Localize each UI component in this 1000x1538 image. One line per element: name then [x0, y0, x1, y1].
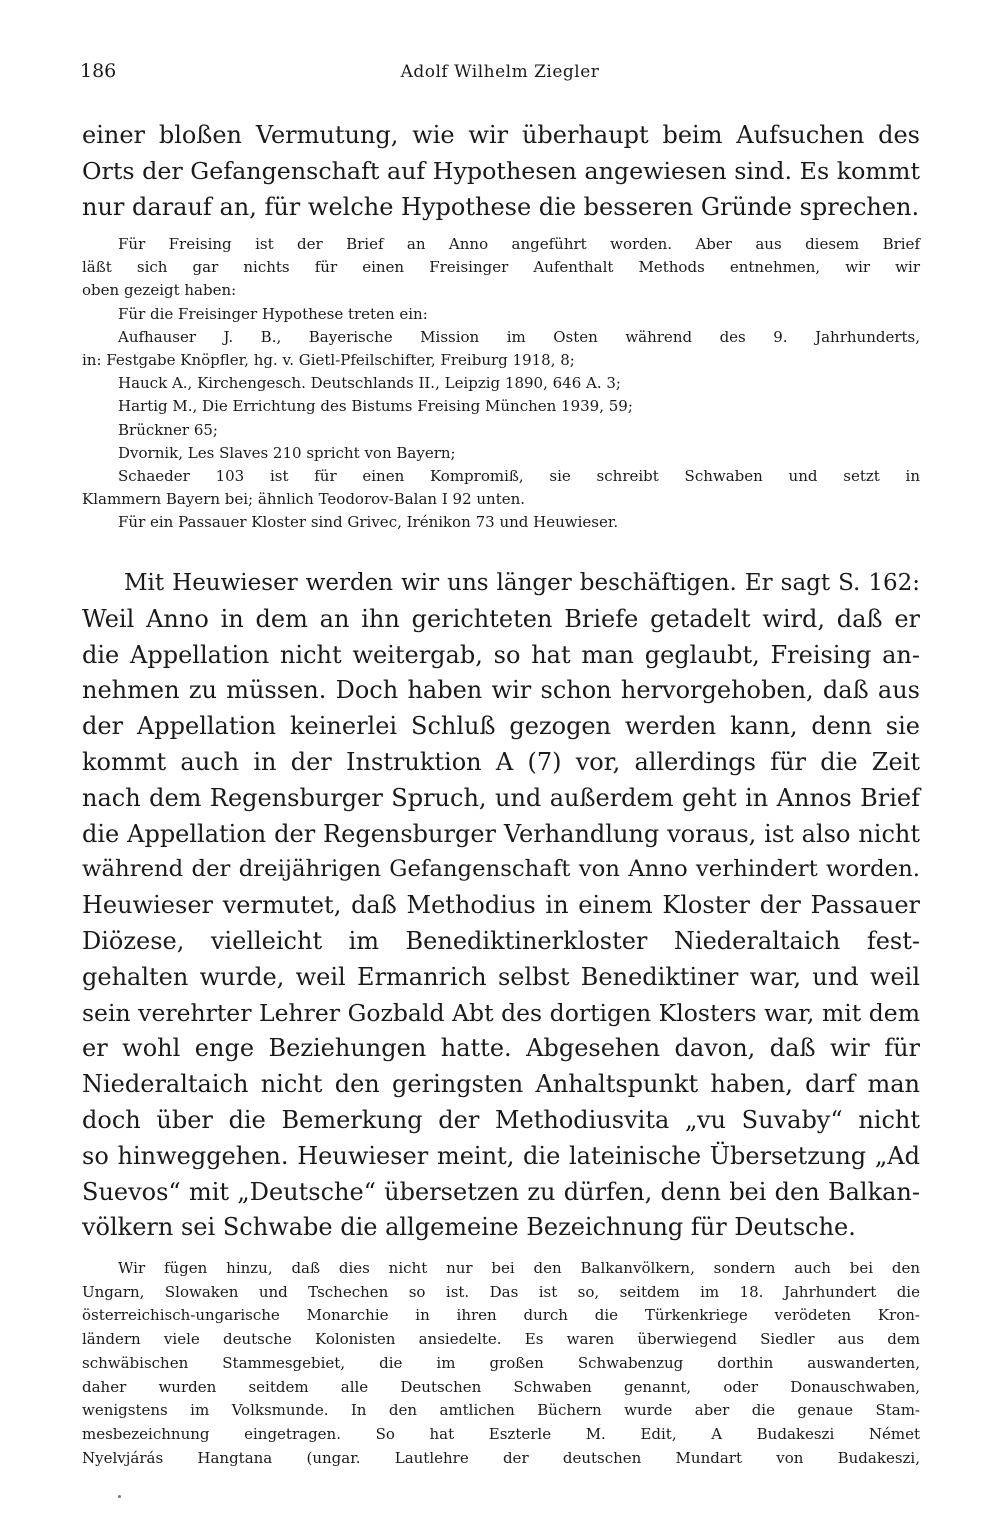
text-line: kommt auch in der Instruktion A (7) vor, allerdings für die Zeit — [82, 747, 920, 776]
text-line: einer bloßen Vermutung, wie wir überhaupt beim Aufsuchen des — [82, 121, 920, 149]
footnote-line: daher wurden seitdem alle Deutschen Schwaben genannt, oder Donauschwaben, — [82, 1377, 920, 1396]
text-line: Mit Heuwieser werden wir uns länger beschäftigen. Er sagt S. 162: — [124, 570, 920, 596]
text-line: Suevos“ mit „Deutsche“ übersetzen zu dürfen, denn bei den Balkan- — [82, 1177, 920, 1206]
text-line: sein verehrter Lehrer Gozbald Abt des dortigen Klosters war, mit dem — [82, 998, 920, 1027]
footnote-1 — [82, 233, 920, 535]
text-line: gehalten wurde, weil Ermanrich selbst Benediktiner war, und weil — [82, 962, 920, 991]
text-line: Orts der Gefangenschaft auf Hypothesen angewiesen sind. Es kommt — [82, 156, 920, 185]
footnote-line: Für die Freisinger Hypothese treten ein: — [118, 304, 428, 323]
text-line: Heuwieser vermutet, daß Methodius in einem Kloster der Passauer — [82, 891, 920, 920]
page-header — [80, 60, 920, 90]
text-line: nehmen zu müssen. Doch haben wir schon hervorgehoben, daß aus — [82, 676, 920, 705]
paragraph-1 — [82, 118, 920, 225]
text-line: doch über die Bemerkung der Methodiusvita „vu Suvaby“ nicht — [82, 1105, 920, 1134]
footnote-line: Hauck A., Kirchengesch. Deutschlands II., Leipzig 1890, 646 A. 3; — [118, 374, 621, 393]
footnote-line: läßt sich gar nichts für einen Freisinger Aufenthalt Methods entnehmen, wir wir — [82, 258, 920, 277]
text-line: während der dreijährigen Gefangenschaft von Anno verhindert worden. — [82, 856, 920, 883]
footnote-2 — [82, 1257, 920, 1470]
footnote-line: schwäbischen Stammesgebiet, die im großen Schwabenzug dorthin auswanderten, — [82, 1353, 920, 1372]
footnote-line: Hartig M., Die Errichtung des Bistums Freising München 1939, 59; — [118, 397, 633, 416]
text-line: der Appellation keinerlei Schluß gezogen werden kann, denn sie — [82, 712, 920, 741]
footnote-line: wenigstens im Volksmunde. In den amtlichen Büchern wurde aber die genaue Stam- — [82, 1401, 920, 1420]
footnote-line: österreichisch-ungarische Monarchie in ihren durch die Türkenkriege verödeten Kron- — [82, 1306, 920, 1325]
footnote-line: Für Freising ist der Brief an Anno angeführt worden. Aber aus diesem Brief — [118, 235, 920, 253]
text-line: Niederaltaich nicht den geringsten Anhaltspunkt haben, darf man — [82, 1070, 920, 1099]
footnote-line: Brückner 65; — [118, 420, 218, 439]
text-line: die Appellation nicht weitergab, so hat man geglaubt, Freising an- — [82, 640, 920, 669]
footnote-line: Klammern Bayern bei; ähnlich Teodorov-Balan I 92 unten. — [82, 490, 526, 509]
scan-speck — [118, 1495, 121, 1498]
footnote-line: ländern viele deutsche Kolonisten ansiedelte. Es waren überwiegend Siedler aus dem — [82, 1330, 920, 1349]
footnote-line: Schaeder 103 ist für einen Kompromiß, sie schreibt Schwaben und setzt in — [118, 467, 920, 486]
text-line: die Appellation der Regensburger Verhandlung voraus, ist also nicht — [82, 819, 920, 848]
footnote-line: Ungarn, Slowaken und Tschechen so ist. Das ist so, seitdem im 18. Jahrhundert die — [82, 1282, 920, 1301]
footnote-line: Für ein Passauer Kloster sind Grivec, Irénikon 73 und Heuwieser. — [118, 513, 619, 532]
page-number: 186 — [80, 60, 117, 82]
footnote-line: mesbezeichnung eingetragen. So hat Eszterle M. Edit, A Budakeszi Német — [82, 1424, 920, 1443]
footnote-line: in: Festgabe Knöpfler, hg. v. Gietl-Pfeilschifter, Freiburg 1918, 8; — [82, 351, 575, 370]
text-line: Weil Anno in dem an ihn gerichteten Briefe getadelt wird, daß er — [82, 604, 920, 633]
footnote-line: Nyelvjárás Hangtana (ungar. Lautlehre der deutschen Mundart von Budakeszi, — [82, 1448, 920, 1467]
running-title: Adolf Wilhelm Ziegler — [400, 62, 600, 82]
text-line: völkern sei Schwabe die allgemeine Bezeichnung für Deutsche. — [82, 1213, 856, 1242]
footnote-line: Aufhauser J. B., Bayerische Mission im Osten während des 9. Jahrhunderts, — [118, 327, 920, 346]
footnote-line: Dvornik, Les Slaves 210 spricht von Bayern; — [118, 443, 456, 462]
text-line: Diözese, vielleicht im Benediktinerkloster Niederaltaich fest- — [82, 926, 920, 955]
footnote-line: Wir fügen hinzu, daß dies nicht nur bei den Balkanvölkern, sondern auch bei den — [118, 1259, 920, 1277]
text-line: nur darauf an, für welche Hypothese die besseren Gründe sprechen. — [82, 192, 920, 221]
footnote-line: oben gezeigt haben: — [82, 281, 237, 300]
text-line: so hinweggehen. Heuwieser meint, die lateinische Übersetzung „Ad — [82, 1141, 920, 1170]
text-line: er wohl enge Beziehungen hatte. Abgesehen davon, daß wir für — [82, 1034, 920, 1063]
paragraph-2 — [82, 566, 920, 1246]
text-line: nach dem Regensburger Spruch, und außerdem geht in Annos Brief — [82, 783, 920, 812]
